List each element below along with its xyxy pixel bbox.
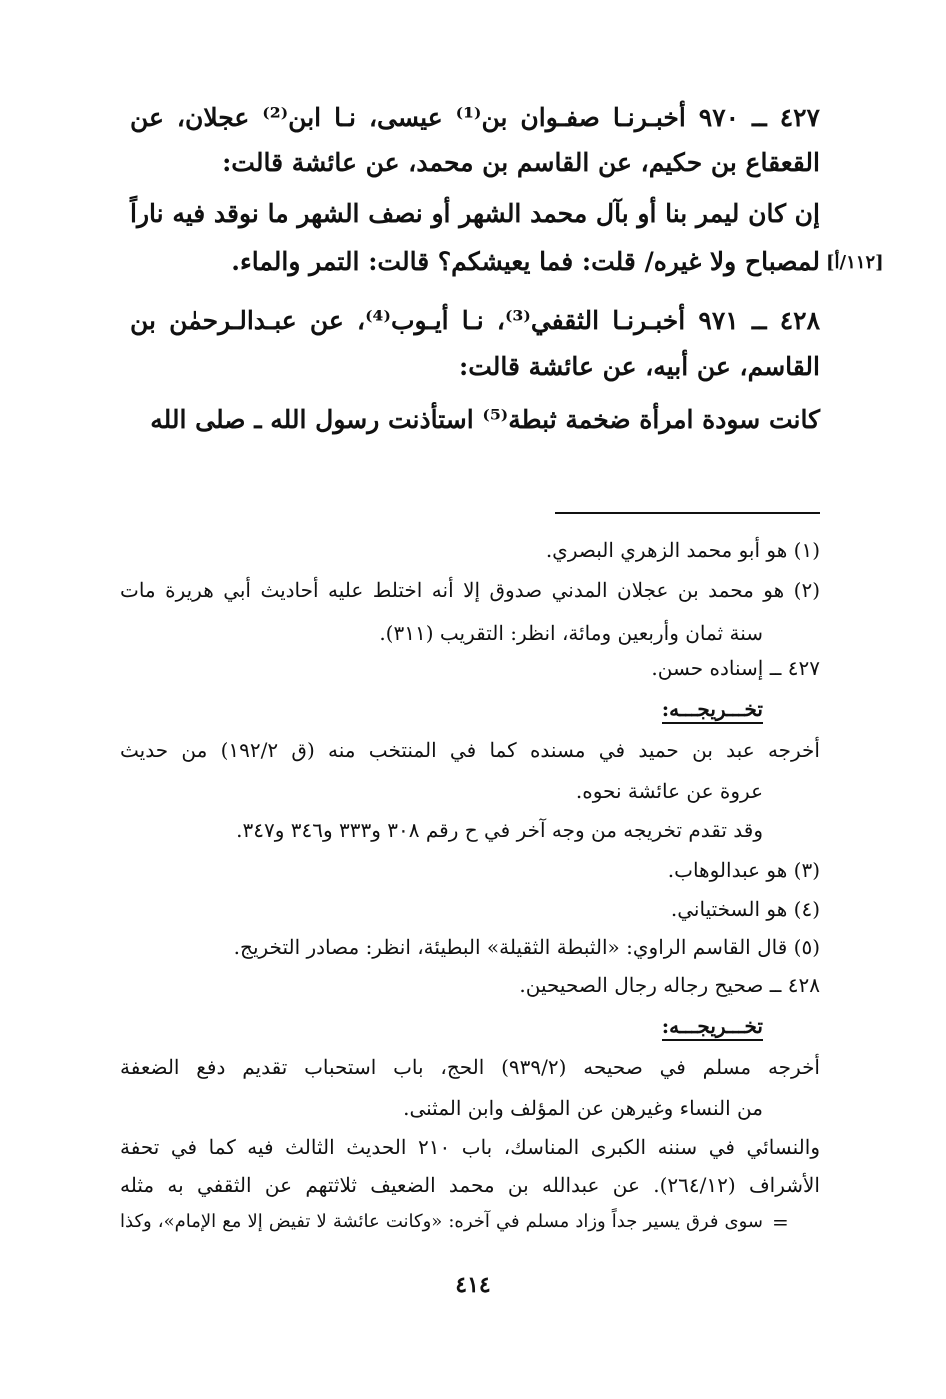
main-line-2: القعقاع بن حكيم، عن القاسم بن محمد، عن عائشة قالت: (222, 148, 820, 177)
takhrij-427-line-1: أخرجه عبد بن حميد في مسنده كما في المنتخب منه (ق ١٩٢/٢) من حديث (120, 738, 820, 762)
takhrij-428-line-2: من النساء وغيرهن عن المؤلف وابن المثنى. (403, 1096, 763, 1120)
continuation-mark: = (772, 1210, 789, 1234)
takhrij-427-line-3: وقد تقدم تخريجه من وجه آخر في ح رقم ٣٠٨ و٣٣٣ و٣٤٦ و٣٤٧. (236, 818, 763, 842)
takhrij-heading-427 (123, 697, 763, 721)
takhrij-428-line-5: سوى فرق يسير جداً وزاد مسلم في آخره: «وكانت عائشة لا تفيض إلا مع الإمام»، وكذا (120, 1211, 763, 1232)
note-428-isnad: ٤٢٨ ــ صحيح رجاله رجال الصحيحين. (519, 973, 820, 997)
main-line-7: كانت سودة امرأة ضخمة ثبطة⁽⁵⁾ استأذنت رسول الله ـ صلى الله (150, 405, 820, 434)
takhrij-428-line-3: والنسائي في سننه الكبرى المناسك، باب ٢١٠ الحديث الثالث فيه كما في تحفة (120, 1135, 820, 1159)
main-line-6: القاسم، عن أبيه، عن عائشة قالت: (459, 352, 820, 381)
footnote-4: (٤) هو السختياني. (670, 897, 820, 921)
takhrij-427-line-2: عروة عن عائشة نحوه. (575, 779, 763, 803)
takhrij-428-line-4: الأشراف (٢٦٤/١٢). عن عبدالله بن محمد الضعيف ثلاثتهم عن الثقفي به مثله (120, 1173, 820, 1197)
takhrij-heading-428 (123, 1014, 763, 1038)
page-number: ٤١٤ (455, 1272, 491, 1298)
takhrij-428-line-1: أخرجه مسلم في صحيحه (٩٣٩/٢) الحج، باب استحباب تقديم دفع الضعفة (120, 1055, 820, 1079)
footnote-2: (٢) هو محمد بن عجلان المدني صدوق إلا أنه اختلط عليه أحاديث أبي هريرة مات (120, 578, 820, 602)
note-427-isnad: ٤٢٧ ــ إسناده حسن. (651, 656, 820, 680)
footnote-3: (٣) هو عبدالوهاب. (667, 858, 820, 882)
takhrij-heading-427-text: تخـــريجـــه: (662, 697, 763, 724)
main-line-1: ٤٢٧ ــ ٩٧٠ أخبـرنـا صفـوان بن⁽¹⁾ عيسى، نـا ابن⁽²⁾ عجلان، عن (130, 103, 820, 132)
footnote-5: (٥) قال القاسم الراوي: «الثبطة الثقيلة» البطيئة، انظر: مصادر التخريج. (233, 935, 820, 959)
main-line-3: إن كان ليمر بنا أو بآل محمد الشهر أو نصف الشهر ما نوقد فيه ناراً (130, 199, 820, 228)
footnote-1: (١) هو أبو محمد الزهري البصري. (545, 538, 820, 562)
main-line-4: لمصباح ولا غيره/ قلت: فما يعيشكم؟ قالت: التمر والماء. (231, 247, 820, 276)
footnote-2-cont: سنة ثمان وأربعين ومائة، انظر: التقريب (٣١١). (379, 621, 763, 645)
margin-folio-reference: [١١٢/أ] (826, 252, 884, 273)
footnote-separator (555, 512, 820, 514)
main-line-5: ٤٢٨ ــ ٩٧١ أخبـرنـا الثقفي⁽³⁾، نـا أيـوب⁽⁴⁾، عن عبـدالـرحمٰن بن (130, 306, 821, 335)
takhrij-heading-428-text: تخـــريجـــه: (662, 1014, 763, 1041)
